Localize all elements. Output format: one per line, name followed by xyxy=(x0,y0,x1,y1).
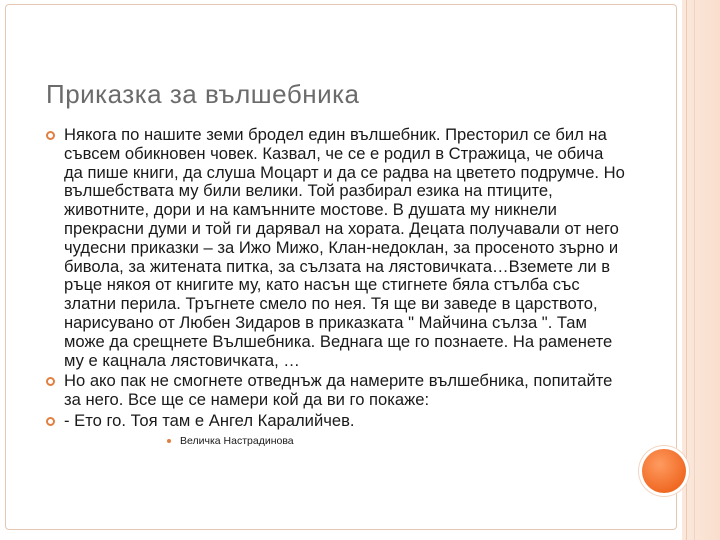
bullet-circle-icon xyxy=(46,417,55,426)
author-sub-bullet xyxy=(46,435,626,448)
slide-title: Приказка за вълшебника xyxy=(46,79,360,109)
bullet-paragraph-2 xyxy=(46,372,626,410)
bullet-text: Но ако пак не смогнете отведнъж да намерите вълшебника, попитайте за него. Все ще се намери кой да ви го покаже: xyxy=(64,371,613,410)
bullet-circle-icon xyxy=(46,131,55,140)
bullet-paragraph-3 xyxy=(46,412,626,431)
decorative-right-band xyxy=(682,0,720,540)
decorative-orange-circle xyxy=(642,449,686,493)
bullet-circle-icon xyxy=(46,377,55,386)
bullet-paragraph-1 xyxy=(46,126,626,370)
bullet-text: Някога по нашите земи бродел един вълшебник. Престорил се бил на съвсем обикновен човек. Казвал, че се е родил в Стражица, че обича да пише книги, да слуша Моцарт и да се радва на цветето подрумче. Но вълшебствата му били велики. Той разбирал езика на птиците, животните, дори и на камънните мостове. В душата му никнели прекрасни думи и той ги дарявал на хората. Децата получавали от него чудесни приказки – за Ижо Мижо, Клан-недоклан, за просеното зърно и бивола, за житената питка, за сълзата на лястовичката…Вземете ли в ръце някоя от книгите му, като насън ще стигнете бяла стълба със златни перила. Тръгнете смело по нея. Тя ще ви заведе в царството, нарисувано от Любен Зидаров в приказката " Майчина сълза ". Там може да срещнете Вълшебника. Веднага ще го познаете. На раменете му е кацнала лястовичката, … xyxy=(64,125,625,370)
author-name: Величка Настрадинова xyxy=(180,434,294,447)
bullet-text: - Ето го. Тоя там е Ангел Каралийчев. xyxy=(64,410,355,430)
slide-content xyxy=(46,126,626,448)
sub-bullet-dot-icon xyxy=(167,439,171,443)
